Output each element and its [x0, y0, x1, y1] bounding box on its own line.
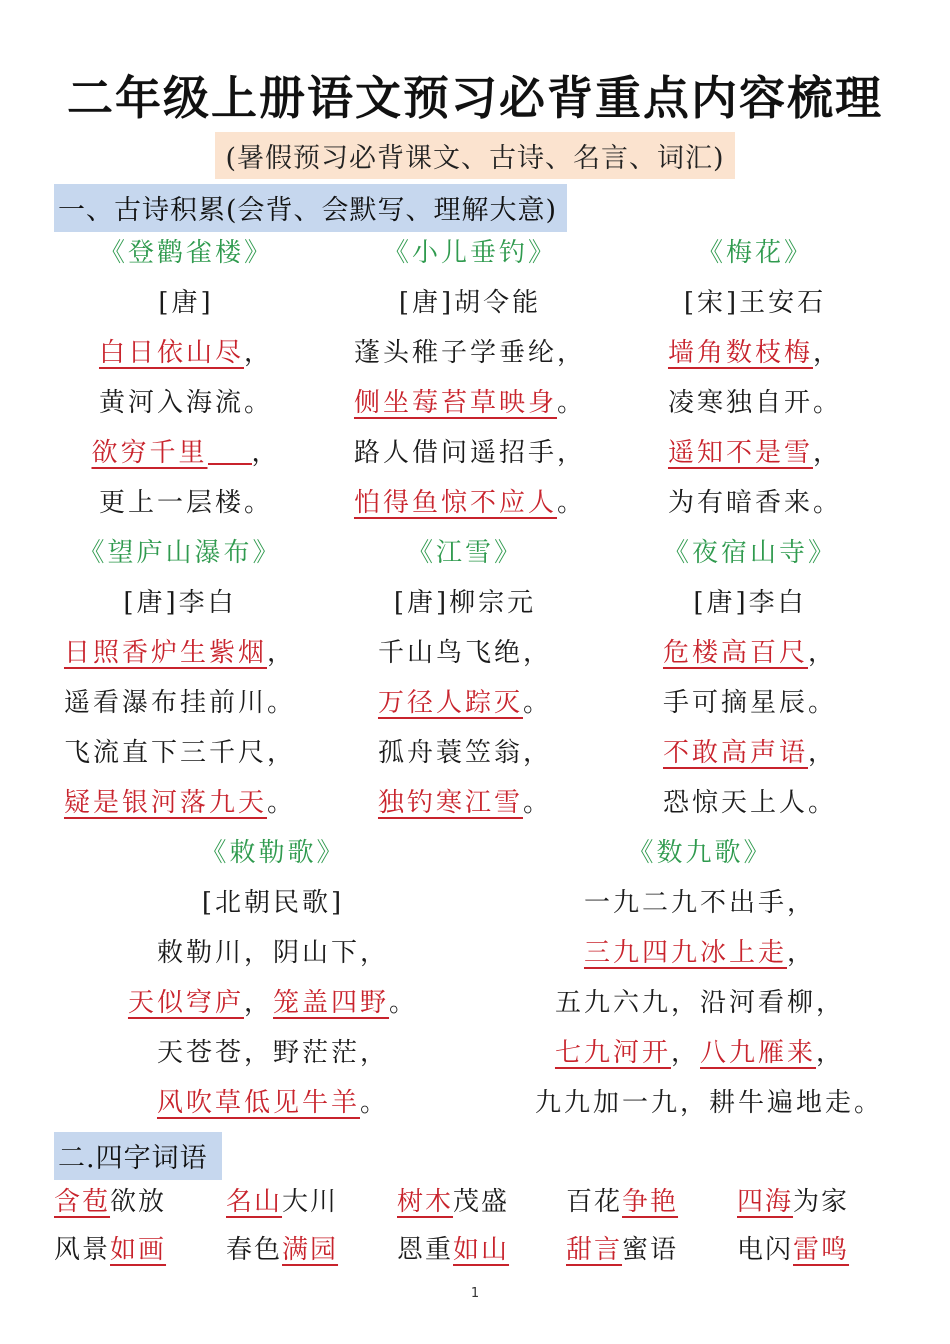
idiom [397, 1178, 509, 1226]
highlighted-text: 如山 [453, 1235, 510, 1265]
highlighted-text: 天似穹庐 [127, 988, 244, 1018]
poem-line [36, 328, 336, 378]
highlighted-text: 万径人踪灭 [377, 688, 523, 718]
idiom-text: 为家 [793, 1187, 850, 1217]
punctuation: 。 [557, 488, 587, 518]
poem-title: 《夜宿山寺》 [662, 538, 837, 568]
punctuation: ， [523, 738, 553, 768]
verse-text: 手可摘星辰 [662, 688, 808, 718]
verse-text: 敕勒川，阴山下 [156, 938, 360, 968]
poem-line [535, 928, 865, 978]
verse-text: 更上一层楼 [98, 488, 244, 518]
punctuation: ， [360, 938, 390, 968]
verse-text: 九九加一九，耕牛遍地走 [535, 1088, 855, 1118]
poem-author: [北朝民歌] [201, 888, 345, 918]
poem-title: 《数九歌》 [627, 838, 773, 868]
punctuation: 。 [854, 1088, 884, 1118]
poem-line [605, 328, 905, 378]
poem-line [30, 678, 330, 728]
subtitle: (暑假预习必背课文、古诗、名言、词汇) [215, 132, 734, 179]
poem-author: [宋]王安石 [683, 288, 827, 318]
poem-title: 《江雪》 [406, 538, 523, 568]
verse-text: 千山鸟飞绝 [377, 638, 523, 668]
poem-title: 《梅花》 [696, 238, 813, 268]
punctuation: ， [670, 1038, 700, 1068]
highlighted-text: 争艳 [622, 1187, 679, 1217]
highlighted-text: 欲穷千里 [91, 438, 208, 468]
poem-line [108, 1078, 438, 1128]
verse-text: 五九六九，沿河看柳 [554, 988, 816, 1018]
highlighted-text: 危楼高百尺 [662, 638, 808, 668]
poem-line [108, 928, 438, 978]
idiom [226, 1178, 338, 1226]
verse-text: 为有暗香来 [667, 488, 813, 518]
punctuation: 。 [808, 688, 838, 718]
idiom-text: 百花 [566, 1187, 623, 1217]
idiom-text: 茂盛 [453, 1187, 510, 1217]
verse-text: 飞流直下三千尺 [63, 738, 267, 768]
fill-blank [208, 433, 252, 465]
highlighted-text: 白日依山尽 [98, 338, 244, 368]
punctuation: 。 [813, 388, 843, 418]
poem-author: [唐]柳宗元 [393, 588, 537, 618]
punctuation: 。 [267, 788, 297, 818]
punctuation: ， [523, 638, 553, 668]
highlighted-text: 笼盖四野 [273, 988, 390, 1018]
punctuation: ， [267, 738, 297, 768]
page-number: 1 [470, 1286, 480, 1301]
poem-line [535, 1078, 884, 1128]
punctuation: 。 [523, 688, 553, 718]
idiom [54, 1226, 166, 1274]
highlighted-text: 日照香炉生紫烟 [63, 638, 267, 668]
highlighted-text: 满园 [282, 1235, 339, 1265]
poem-line [535, 978, 865, 1028]
punctuation: ， [813, 438, 843, 468]
punctuation: ， [360, 1038, 390, 1068]
poem-3 [605, 228, 905, 528]
verse-text: 凌寒独自开 [667, 388, 813, 418]
verse-text: 恐惊天上人 [662, 788, 808, 818]
highlighted-text: 三九四九冰上走 [583, 938, 787, 968]
poem-line [535, 878, 865, 928]
punctuation: ， [813, 338, 843, 368]
punctuation: ， [816, 988, 846, 1018]
poem-4 [30, 528, 330, 828]
idiom-text: 风景 [54, 1235, 111, 1265]
highlighted-text: 七九河开 [554, 1038, 671, 1068]
poem-line [36, 478, 336, 528]
idiom-list [54, 1178, 904, 1274]
poem-author: [唐]胡令能 [398, 288, 542, 318]
poem-title: 《敕勒歌》 [200, 838, 346, 868]
verse-text: 路人借问遥招手 [353, 438, 557, 468]
poem-line [315, 678, 615, 728]
poem-title: 《小儿垂钓》 [382, 238, 557, 268]
poem-line [320, 328, 620, 378]
highlighted-text: 怕得鱼惊不应人 [353, 488, 557, 518]
punctuation: 。 [244, 388, 274, 418]
poem-line [600, 728, 900, 778]
idiom-text: 春色 [226, 1235, 283, 1265]
poem-5 [315, 528, 615, 828]
idiom [566, 1226, 678, 1274]
punctuation: 。 [808, 788, 838, 818]
idiom [566, 1178, 678, 1226]
highlighted-text: 雷鸣 [793, 1235, 850, 1265]
punctuation: ， [244, 338, 274, 368]
poem-line [600, 628, 900, 678]
poem-line [320, 428, 620, 478]
poem-2 [320, 228, 620, 528]
poem-8 [535, 828, 884, 1128]
highlighted-text: 独钓寒江雪 [377, 788, 523, 818]
poem-line [30, 778, 330, 828]
poem-line [600, 678, 900, 728]
verse-text: 黄河入海流 [98, 388, 244, 418]
punctuation: 。 [523, 788, 553, 818]
poem-line [320, 378, 620, 428]
poem-author: [唐]李白 [123, 588, 237, 618]
punctuation: ， [251, 438, 281, 468]
section-heading-poems: 一、古诗积累(会背、会默写、理解大意) [54, 184, 567, 232]
poem-1 [36, 228, 336, 528]
idiom [737, 1178, 849, 1226]
subtitle-wrap [0, 132, 950, 179]
punctuation: ， [557, 438, 587, 468]
punctuation: ， [808, 738, 838, 768]
punctuation: ， [787, 938, 817, 968]
punctuation: ， [816, 1038, 846, 1068]
punctuation: 。 [557, 388, 587, 418]
poem-7 [108, 828, 438, 1128]
poem-line [535, 1028, 865, 1078]
poem-line [320, 478, 620, 528]
poem-line [30, 628, 330, 678]
highlighted-text: 四海 [737, 1187, 794, 1217]
poem-line [30, 728, 330, 778]
idiom [397, 1226, 509, 1274]
highlighted-text: 遥知不是雪 [667, 438, 813, 468]
poem-line [605, 478, 905, 528]
highlighted-text: 疑是银河落九天 [63, 788, 267, 818]
punctuation: 。 [244, 488, 274, 518]
punctuation: 。 [813, 488, 843, 518]
poem-line [108, 978, 438, 1028]
idiom-row [54, 1178, 904, 1226]
poem-author: [唐]李白 [693, 588, 807, 618]
punctuation: 。 [360, 1088, 390, 1118]
poem-line [108, 1028, 438, 1078]
punctuation: ， [808, 638, 838, 668]
poem-6 [600, 528, 900, 828]
punctuation: ， [557, 338, 587, 368]
highlighted-text: 如画 [110, 1235, 167, 1265]
idiom-text: 欲放 [110, 1187, 167, 1217]
idiom-row [54, 1226, 904, 1274]
highlighted-text: 风吹草低见牛羊 [156, 1088, 360, 1118]
poem-line [315, 778, 615, 828]
poem-line [315, 728, 615, 778]
page-title: 二年级上册语文预习必背重点内容梳理 [67, 71, 883, 125]
verse-text: 蓬头稚子学垂纶 [353, 338, 557, 368]
punctuation: ， [267, 638, 297, 668]
poem-line [36, 378, 336, 428]
idiom-text: 恩重 [397, 1235, 454, 1265]
idiom [737, 1226, 849, 1274]
highlighted-text: 不敢高声语 [662, 738, 808, 768]
highlighted-text: 侧坐莓苔草映身 [353, 388, 557, 418]
poem-line [600, 778, 900, 828]
poem-line [605, 428, 905, 478]
highlighted-text: 甜言 [566, 1235, 623, 1265]
verse-text: 遥看瀑布挂前川 [63, 688, 267, 718]
section-heading-idioms: 二.四字词语 [54, 1132, 222, 1180]
poem-title: 《望庐山瀑布》 [78, 538, 282, 568]
verse-text: 一九二九不出手 [583, 888, 787, 918]
poem-title: 《登鹳雀楼》 [98, 238, 273, 268]
verse-text: 天苍苍，野茫茫 [156, 1038, 360, 1068]
poem-author: [唐] [158, 288, 214, 318]
poem-line [315, 628, 615, 678]
punctuation: ， [243, 988, 273, 1018]
poem-line [36, 428, 336, 478]
highlighted-text: 树木 [397, 1187, 454, 1217]
highlighted-text: 名山 [226, 1187, 283, 1217]
idiom-text: 大川 [282, 1187, 339, 1217]
poem-line [605, 378, 905, 428]
verse-text: 孤舟蓑笠翁 [377, 738, 523, 768]
punctuation: ， [787, 888, 817, 918]
highlighted-text: 墙角数枝梅 [667, 338, 813, 368]
idiom [226, 1226, 338, 1274]
highlighted-text: 含苞 [54, 1187, 111, 1217]
idiom [54, 1178, 166, 1226]
idiom-text: 电闪 [737, 1235, 794, 1265]
punctuation: 。 [267, 688, 297, 718]
idiom-text: 蜜语 [622, 1235, 679, 1265]
highlighted-text: 八九雁来 [700, 1038, 817, 1068]
punctuation: 。 [389, 988, 419, 1018]
